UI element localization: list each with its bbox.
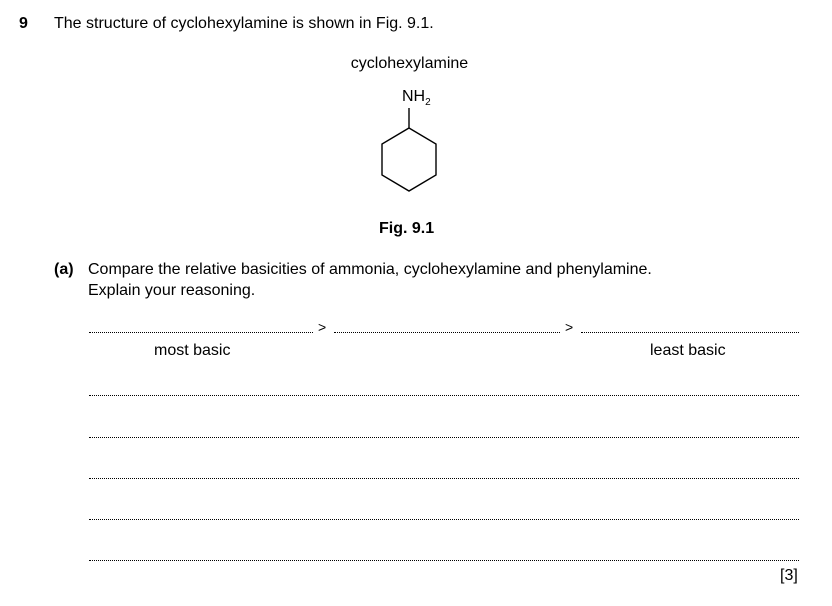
amine-group-subscript: 2 <box>425 97 431 109</box>
hexagon-ring <box>382 128 436 191</box>
answer-line[interactable] <box>89 519 799 520</box>
answer-line[interactable] <box>89 437 799 438</box>
marks-allocation: [3] <box>780 567 798 584</box>
amine-group-text: NH <box>402 88 426 105</box>
cyclohexane-ring-structure <box>370 86 450 196</box>
question-number: 9 <box>19 15 28 32</box>
answer-blank-least-basic[interactable] <box>581 332 799 333</box>
figure-caption: Fig. 9.1 <box>379 220 435 237</box>
part-a-instruction-line1: Compare the relative basicities of ammonia, cyclohexylamine and phenylamine. <box>88 261 652 278</box>
question-stem: The structure of cyclohexylamine is shown in Fig. 9.1. <box>54 15 434 32</box>
greater-than-symbol-1: > <box>318 319 327 335</box>
least-basic-label: least basic <box>650 342 726 359</box>
most-basic-label: most basic <box>154 342 231 359</box>
greater-than-symbol-2: > <box>565 319 574 335</box>
answer-line[interactable] <box>89 395 799 396</box>
answer-blank-middle[interactable] <box>334 332 560 333</box>
answer-line[interactable] <box>89 560 799 561</box>
part-a-instruction-line2: Explain your reasoning. <box>88 282 256 299</box>
part-a-label: (a) <box>54 261 74 278</box>
answer-line[interactable] <box>89 478 799 479</box>
molecule-name-text: cyclohexylamine <box>350 55 469 72</box>
molecule-name <box>0 55 832 73</box>
answer-blank-most-basic[interactable] <box>89 332 313 333</box>
